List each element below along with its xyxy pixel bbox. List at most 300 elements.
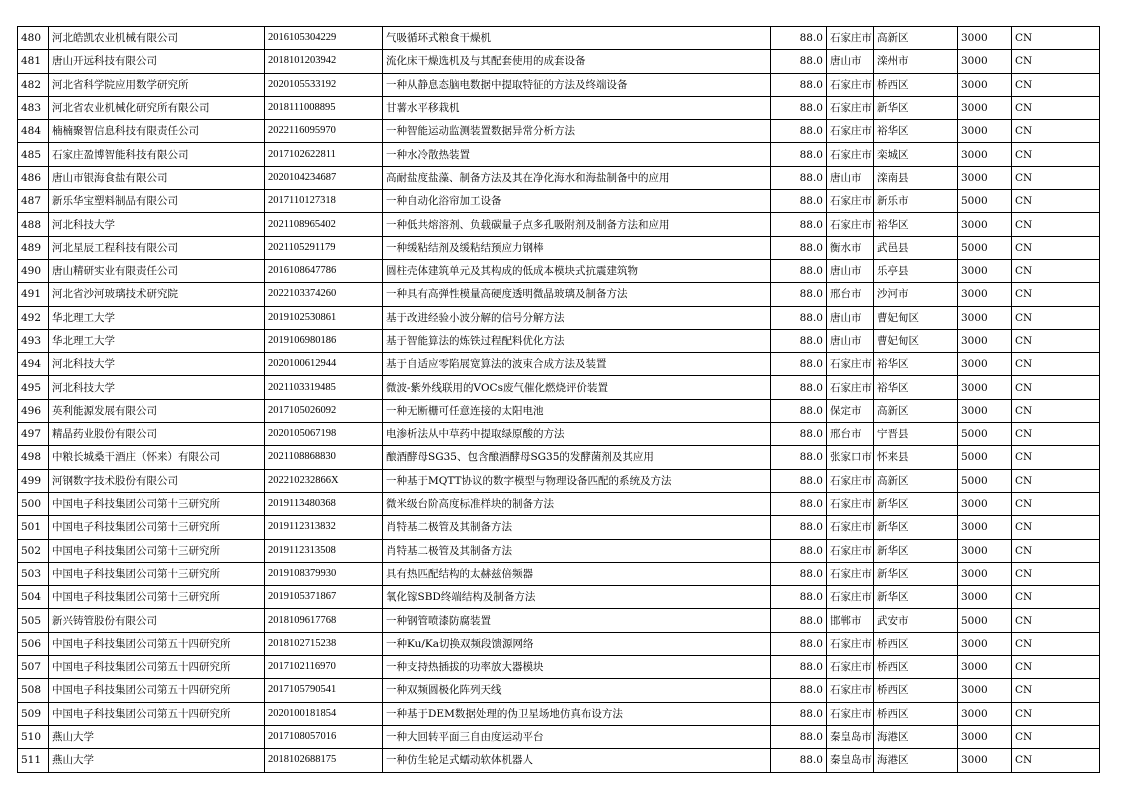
patent-title-cell: 酿酒酵母SG35、包含酿酒酵母SG35的发酵菌剂及其应用	[383, 446, 771, 469]
score-cell: 88.0	[771, 446, 827, 469]
row-number: 485	[18, 143, 49, 166]
table-row	[18, 306, 1100, 329]
application-number-cell: 2020100612944	[265, 353, 383, 376]
application-number-cell: 2021103319485	[265, 376, 383, 399]
city-cell: 衡水市	[827, 236, 874, 259]
city-cell: 石家庄市	[827, 353, 874, 376]
row-number: 495	[18, 376, 49, 399]
district-cell: 乐亭县	[874, 259, 958, 282]
organization-cell: 唐山开远科技有限公司	[49, 50, 265, 73]
row-number: 507	[18, 656, 49, 679]
organization-cell: 新兴铸管股份有限公司	[49, 609, 265, 632]
country-cell: CN	[1012, 120, 1100, 143]
organization-cell: 中国电子科技集团公司第五十四研究所	[49, 632, 265, 655]
country-cell: CN	[1012, 353, 1100, 376]
organization-cell: 中国电子科技集团公司第十三研究所	[49, 516, 265, 539]
country-cell: CN	[1012, 50, 1100, 73]
row-number: 480	[18, 27, 49, 50]
district-cell: 桥西区	[874, 656, 958, 679]
table-row	[18, 516, 1100, 539]
amount-cell: 3000	[958, 120, 1012, 143]
score-cell: 88.0	[771, 329, 827, 352]
district-cell: 裕华区	[874, 120, 958, 143]
row-number: 506	[18, 632, 49, 655]
organization-cell: 河北科技大学	[49, 376, 265, 399]
amount-cell: 5000	[958, 446, 1012, 469]
table-row	[18, 376, 1100, 399]
country-cell: CN	[1012, 609, 1100, 632]
application-number-cell: 2018109617768	[265, 609, 383, 632]
table-row	[18, 399, 1100, 422]
city-cell: 唐山市	[827, 306, 874, 329]
score-cell: 88.0	[771, 259, 827, 282]
city-cell: 邢台市	[827, 423, 874, 446]
score-cell: 88.0	[771, 376, 827, 399]
row-number: 487	[18, 190, 49, 213]
application-number-cell: 2021105291179	[265, 236, 383, 259]
patent-title-cell: 一种基于DEM数据处理的伪卫星场地仿真布设方法	[383, 702, 771, 725]
amount-cell: 3000	[958, 516, 1012, 539]
organization-cell: 中国电子科技集团公司第五十四研究所	[49, 656, 265, 679]
organization-cell: 华北理工大学	[49, 306, 265, 329]
score-cell: 88.0	[771, 702, 827, 725]
district-cell: 海港区	[874, 725, 958, 748]
city-cell: 石家庄市	[827, 213, 874, 236]
table-row	[18, 353, 1100, 376]
amount-cell: 3000	[958, 213, 1012, 236]
score-cell: 88.0	[771, 516, 827, 539]
row-number: 486	[18, 166, 49, 189]
row-number: 509	[18, 702, 49, 725]
row-number: 497	[18, 423, 49, 446]
district-cell: 裕华区	[874, 353, 958, 376]
table-row	[18, 120, 1100, 143]
row-number: 502	[18, 539, 49, 562]
amount-cell: 3000	[958, 586, 1012, 609]
patent-title-cell: 微波-紫外线联用的VOCs废气催化燃烧评价装置	[383, 376, 771, 399]
district-cell: 沙河市	[874, 283, 958, 306]
row-number: 498	[18, 446, 49, 469]
amount-cell: 3000	[958, 376, 1012, 399]
table-body	[18, 27, 1100, 773]
organization-cell: 河北省农业机械化研究所有限公司	[49, 96, 265, 119]
patent-title-cell: 基于智能算法的炼铁过程配料优化方法	[383, 329, 771, 352]
organization-cell: 河钢数字技术股份有限公司	[49, 469, 265, 492]
district-cell: 海港区	[874, 749, 958, 772]
district-cell: 曹妃甸区	[874, 329, 958, 352]
score-cell: 88.0	[771, 73, 827, 96]
country-cell: CN	[1012, 259, 1100, 282]
application-number-cell: 2016105304229	[265, 27, 383, 50]
score-cell: 88.0	[771, 469, 827, 492]
application-number-cell: 2019108379930	[265, 562, 383, 585]
country-cell: CN	[1012, 516, 1100, 539]
country-cell: CN	[1012, 190, 1100, 213]
country-cell: CN	[1012, 632, 1100, 655]
patent-title-cell: 基于改进经验小波分解的信号分解方法	[383, 306, 771, 329]
patent-title-cell: 一种从静息态脑电数据中提取特征的方法及终端设备	[383, 73, 771, 96]
patent-title-cell: 气吸循环式粮食干燥机	[383, 27, 771, 50]
amount-cell: 3000	[958, 353, 1012, 376]
district-cell: 桥西区	[874, 73, 958, 96]
application-number-cell: 2018102715238	[265, 632, 383, 655]
patent-title-cell: 甘薯水平移栽机	[383, 96, 771, 119]
patent-title-cell: 一种低共熔溶剂、负载碳量子点多孔吸附剂及制备方法和应用	[383, 213, 771, 236]
district-cell: 高新区	[874, 27, 958, 50]
organization-cell: 中国电子科技集团公司第十三研究所	[49, 562, 265, 585]
row-number: 488	[18, 213, 49, 236]
table-row	[18, 329, 1100, 352]
score-cell: 88.0	[771, 190, 827, 213]
row-number: 483	[18, 96, 49, 119]
patent-title-cell: 一种双频圆极化阵列天线	[383, 679, 771, 702]
score-cell: 88.0	[771, 632, 827, 655]
organization-cell: 燕山大学	[49, 749, 265, 772]
table-row	[18, 236, 1100, 259]
country-cell: CN	[1012, 143, 1100, 166]
table-row	[18, 749, 1100, 772]
amount-cell: 3000	[958, 143, 1012, 166]
district-cell: 曹妃甸区	[874, 306, 958, 329]
city-cell: 石家庄市	[827, 516, 874, 539]
country-cell: CN	[1012, 656, 1100, 679]
district-cell: 新华区	[874, 539, 958, 562]
score-cell: 88.0	[771, 213, 827, 236]
amount-cell: 3000	[958, 632, 1012, 655]
row-number: 499	[18, 469, 49, 492]
score-cell: 88.0	[771, 120, 827, 143]
score-cell: 88.0	[771, 586, 827, 609]
table-row	[18, 166, 1100, 189]
application-number-cell: 2017110127318	[265, 190, 383, 213]
country-cell: CN	[1012, 96, 1100, 119]
organization-cell: 河北省科学院应用数学研究所	[49, 73, 265, 96]
district-cell: 武安市	[874, 609, 958, 632]
patent-title-cell: 一种支持热插拔的功率放大器模块	[383, 656, 771, 679]
score-cell: 88.0	[771, 749, 827, 772]
application-number-cell: 2021108868830	[265, 446, 383, 469]
country-cell: CN	[1012, 213, 1100, 236]
table-row	[18, 27, 1100, 50]
row-number: 493	[18, 329, 49, 352]
score-cell: 88.0	[771, 423, 827, 446]
score-cell: 88.0	[771, 236, 827, 259]
score-cell: 88.0	[771, 96, 827, 119]
score-cell: 88.0	[771, 50, 827, 73]
city-cell: 石家庄市	[827, 376, 874, 399]
application-number-cell: 2016108647786	[265, 259, 383, 282]
patent-title-cell: 一种具有高弹性模量高硬度透明微晶玻璃及制备方法	[383, 283, 771, 306]
organization-cell: 新乐华宝塑料制品有限公司	[49, 190, 265, 213]
city-cell: 石家庄市	[827, 562, 874, 585]
row-number: 505	[18, 609, 49, 632]
city-cell: 邢台市	[827, 283, 874, 306]
city-cell: 唐山市	[827, 259, 874, 282]
table-row	[18, 96, 1100, 119]
city-cell: 保定市	[827, 399, 874, 422]
organization-cell: 中粮长城桑干酒庄（怀来）有限公司	[49, 446, 265, 469]
table-row	[18, 562, 1100, 585]
application-number-cell: 2018102688175	[265, 749, 383, 772]
country-cell: CN	[1012, 469, 1100, 492]
amount-cell: 5000	[958, 236, 1012, 259]
row-number: 484	[18, 120, 49, 143]
organization-cell: 楠楠聚智信息科技有限责任公司	[49, 120, 265, 143]
organization-cell: 燕山大学	[49, 725, 265, 748]
patent-table	[17, 26, 1100, 773]
amount-cell: 3000	[958, 96, 1012, 119]
patent-title-cell: 一种大回转平面三自由度运动平台	[383, 725, 771, 748]
organization-cell: 唐山市银海食盐有限公司	[49, 166, 265, 189]
application-number-cell: 202210232866X	[265, 469, 383, 492]
amount-cell: 3000	[958, 539, 1012, 562]
table-row	[18, 190, 1100, 213]
country-cell: CN	[1012, 725, 1100, 748]
city-cell: 唐山市	[827, 329, 874, 352]
city-cell: 唐山市	[827, 166, 874, 189]
country-cell: CN	[1012, 27, 1100, 50]
district-cell: 怀来县	[874, 446, 958, 469]
city-cell: 石家庄市	[827, 702, 874, 725]
table-row	[18, 725, 1100, 748]
country-cell: CN	[1012, 73, 1100, 96]
city-cell: 石家庄市	[827, 469, 874, 492]
district-cell: 裕华区	[874, 213, 958, 236]
patent-title-cell: 一种基于MQTT协议的数字模型与物理设备匹配的系统及方法	[383, 469, 771, 492]
application-number-cell: 2019112313508	[265, 539, 383, 562]
amount-cell: 3000	[958, 562, 1012, 585]
district-cell: 武邑县	[874, 236, 958, 259]
patent-title-cell: 一种水冷散热装置	[383, 143, 771, 166]
application-number-cell: 2019113480368	[265, 492, 383, 515]
organization-cell: 河北星辰工程科技有限公司	[49, 236, 265, 259]
patent-title-cell: 圆柱壳体建筑单元及其构成的低成本模块式抗震建筑物	[383, 259, 771, 282]
application-number-cell: 2019106980186	[265, 329, 383, 352]
country-cell: CN	[1012, 329, 1100, 352]
country-cell: CN	[1012, 539, 1100, 562]
table-row	[18, 609, 1100, 632]
application-number-cell: 2019102530861	[265, 306, 383, 329]
city-cell: 石家庄市	[827, 539, 874, 562]
table-row	[18, 446, 1100, 469]
country-cell: CN	[1012, 236, 1100, 259]
application-number-cell: 2022116095970	[265, 120, 383, 143]
patent-title-cell: 氧化镓SBD终端结构及制备方法	[383, 586, 771, 609]
patent-title-cell: 高耐盐度盐藻、制备方法及其在净化海水和海盐制备中的应用	[383, 166, 771, 189]
application-number-cell: 2017105026092	[265, 399, 383, 422]
score-cell: 88.0	[771, 399, 827, 422]
country-cell: CN	[1012, 446, 1100, 469]
district-cell: 高新区	[874, 469, 958, 492]
table-row	[18, 259, 1100, 282]
district-cell: 栾城区	[874, 143, 958, 166]
patent-title-cell: 一种缓粘结剂及缓粘结预应力钢棒	[383, 236, 771, 259]
application-number-cell: 2018101203942	[265, 50, 383, 73]
application-number-cell: 2020100181854	[265, 702, 383, 725]
amount-cell: 3000	[958, 50, 1012, 73]
country-cell: CN	[1012, 679, 1100, 702]
city-cell: 秦皇岛市	[827, 749, 874, 772]
city-cell: 秦皇岛市	[827, 725, 874, 748]
district-cell: 宁晋县	[874, 423, 958, 446]
organization-cell: 河北省沙河玻璃技术研究院	[49, 283, 265, 306]
amount-cell: 5000	[958, 609, 1012, 632]
organization-cell: 中国电子科技集团公司第十三研究所	[49, 586, 265, 609]
amount-cell: 5000	[958, 423, 1012, 446]
organization-cell: 河北科技大学	[49, 213, 265, 236]
application-number-cell: 2017102622811	[265, 143, 383, 166]
patent-title-cell: 一种仿生轮足式蠕动软体机器人	[383, 749, 771, 772]
organization-cell: 中国电子科技集团公司第十三研究所	[49, 539, 265, 562]
amount-cell: 3000	[958, 399, 1012, 422]
table-row	[18, 50, 1100, 73]
city-cell: 石家庄市	[827, 586, 874, 609]
city-cell: 唐山市	[827, 50, 874, 73]
patent-title-cell: 电渗析法从中草药中提取绿原酸的方法	[383, 423, 771, 446]
table-row	[18, 143, 1100, 166]
application-number-cell: 2019112313832	[265, 516, 383, 539]
application-number-cell: 2021108965402	[265, 213, 383, 236]
amount-cell: 5000	[958, 190, 1012, 213]
row-number: 508	[18, 679, 49, 702]
row-number: 490	[18, 259, 49, 282]
table-row	[18, 73, 1100, 96]
city-cell: 石家庄市	[827, 27, 874, 50]
district-cell: 桥西区	[874, 679, 958, 702]
organization-cell: 中国电子科技集团公司第十三研究所	[49, 492, 265, 515]
amount-cell: 3000	[958, 725, 1012, 748]
row-number: 503	[18, 562, 49, 585]
district-cell: 滦南县	[874, 166, 958, 189]
country-cell: CN	[1012, 702, 1100, 725]
score-cell: 88.0	[771, 656, 827, 679]
country-cell: CN	[1012, 423, 1100, 446]
table-row	[18, 702, 1100, 725]
score-cell: 88.0	[771, 609, 827, 632]
table-row	[18, 656, 1100, 679]
country-cell: CN	[1012, 562, 1100, 585]
country-cell: CN	[1012, 586, 1100, 609]
country-cell: CN	[1012, 283, 1100, 306]
application-number-cell: 2022103374260	[265, 283, 383, 306]
patent-title-cell: 微米级台阶高度标准样块的制备方法	[383, 492, 771, 515]
patent-title-cell: 肖特基二极管及其制备方法	[383, 516, 771, 539]
city-cell: 石家庄市	[827, 120, 874, 143]
amount-cell: 3000	[958, 259, 1012, 282]
district-cell: 新华区	[874, 96, 958, 119]
score-cell: 88.0	[771, 306, 827, 329]
patent-title-cell: 具有热匹配结构的太赫兹倍频器	[383, 562, 771, 585]
table-row	[18, 632, 1100, 655]
table-row	[18, 423, 1100, 446]
score-cell: 88.0	[771, 725, 827, 748]
row-number: 511	[18, 749, 49, 772]
table-row	[18, 213, 1100, 236]
application-number-cell: 2017102116970	[265, 656, 383, 679]
district-cell: 滦州市	[874, 50, 958, 73]
row-number: 496	[18, 399, 49, 422]
application-number-cell: 2019105371867	[265, 586, 383, 609]
row-number: 501	[18, 516, 49, 539]
district-cell: 新华区	[874, 516, 958, 539]
organization-cell: 英利能源发展有限公司	[49, 399, 265, 422]
patent-title-cell: 一种智能运动监测装置数据异常分析方法	[383, 120, 771, 143]
city-cell: 石家庄市	[827, 96, 874, 119]
district-cell: 裕华区	[874, 376, 958, 399]
amount-cell: 3000	[958, 73, 1012, 96]
country-cell: CN	[1012, 749, 1100, 772]
district-cell: 新华区	[874, 492, 958, 515]
score-cell: 88.0	[771, 143, 827, 166]
organization-cell: 河北皓凯农业机械有限公司	[49, 27, 265, 50]
application-number-cell: 2020105533192	[265, 73, 383, 96]
amount-cell: 3000	[958, 306, 1012, 329]
organization-cell: 华北理工大学	[49, 329, 265, 352]
score-cell: 88.0	[771, 492, 827, 515]
amount-cell: 3000	[958, 283, 1012, 306]
country-cell: CN	[1012, 376, 1100, 399]
amount-cell: 3000	[958, 679, 1012, 702]
patent-title-cell: 一种Ku/Ka切换双频段馈源网络	[383, 632, 771, 655]
city-cell: 石家庄市	[827, 632, 874, 655]
organization-cell: 石家庄盈博智能科技有限公司	[49, 143, 265, 166]
city-cell: 石家庄市	[827, 492, 874, 515]
table-row	[18, 492, 1100, 515]
patent-title-cell: 肖特基二极管及其制备方法	[383, 539, 771, 562]
score-cell: 88.0	[771, 679, 827, 702]
district-cell: 新乐市	[874, 190, 958, 213]
patent-title-cell: 一种钢管喷漆防腐装置	[383, 609, 771, 632]
amount-cell: 3000	[958, 656, 1012, 679]
score-cell: 88.0	[771, 562, 827, 585]
country-cell: CN	[1012, 306, 1100, 329]
district-cell: 桥西区	[874, 632, 958, 655]
district-cell: 桥西区	[874, 702, 958, 725]
country-cell: CN	[1012, 492, 1100, 515]
amount-cell: 3000	[958, 702, 1012, 725]
row-number: 504	[18, 586, 49, 609]
amount-cell: 3000	[958, 166, 1012, 189]
score-cell: 88.0	[771, 539, 827, 562]
table-row	[18, 586, 1100, 609]
table-row	[18, 283, 1100, 306]
city-cell: 邯郸市	[827, 609, 874, 632]
patent-title-cell: 基于自适应零陷展宽算法的波束合成方法及装置	[383, 353, 771, 376]
application-number-cell: 2020104234687	[265, 166, 383, 189]
table-row	[18, 469, 1100, 492]
amount-cell: 3000	[958, 492, 1012, 515]
organization-cell: 精晶药业股份有限公司	[49, 423, 265, 446]
table-row	[18, 679, 1100, 702]
district-cell: 高新区	[874, 399, 958, 422]
score-cell: 88.0	[771, 353, 827, 376]
organization-cell: 中国电子科技集团公司第五十四研究所	[49, 679, 265, 702]
row-number: 494	[18, 353, 49, 376]
patent-title-cell: 一种自动化浴帘加工设备	[383, 190, 771, 213]
organization-cell: 中国电子科技集团公司第五十四研究所	[49, 702, 265, 725]
row-number: 500	[18, 492, 49, 515]
city-cell: 石家庄市	[827, 190, 874, 213]
table-row	[18, 539, 1100, 562]
amount-cell: 3000	[958, 329, 1012, 352]
row-number: 491	[18, 283, 49, 306]
amount-cell: 3000	[958, 749, 1012, 772]
row-number: 482	[18, 73, 49, 96]
patent-title-cell: 一种无断栅可任意连接的太阳电池	[383, 399, 771, 422]
country-cell: CN	[1012, 399, 1100, 422]
city-cell: 石家庄市	[827, 73, 874, 96]
application-number-cell: 2018111008895	[265, 96, 383, 119]
